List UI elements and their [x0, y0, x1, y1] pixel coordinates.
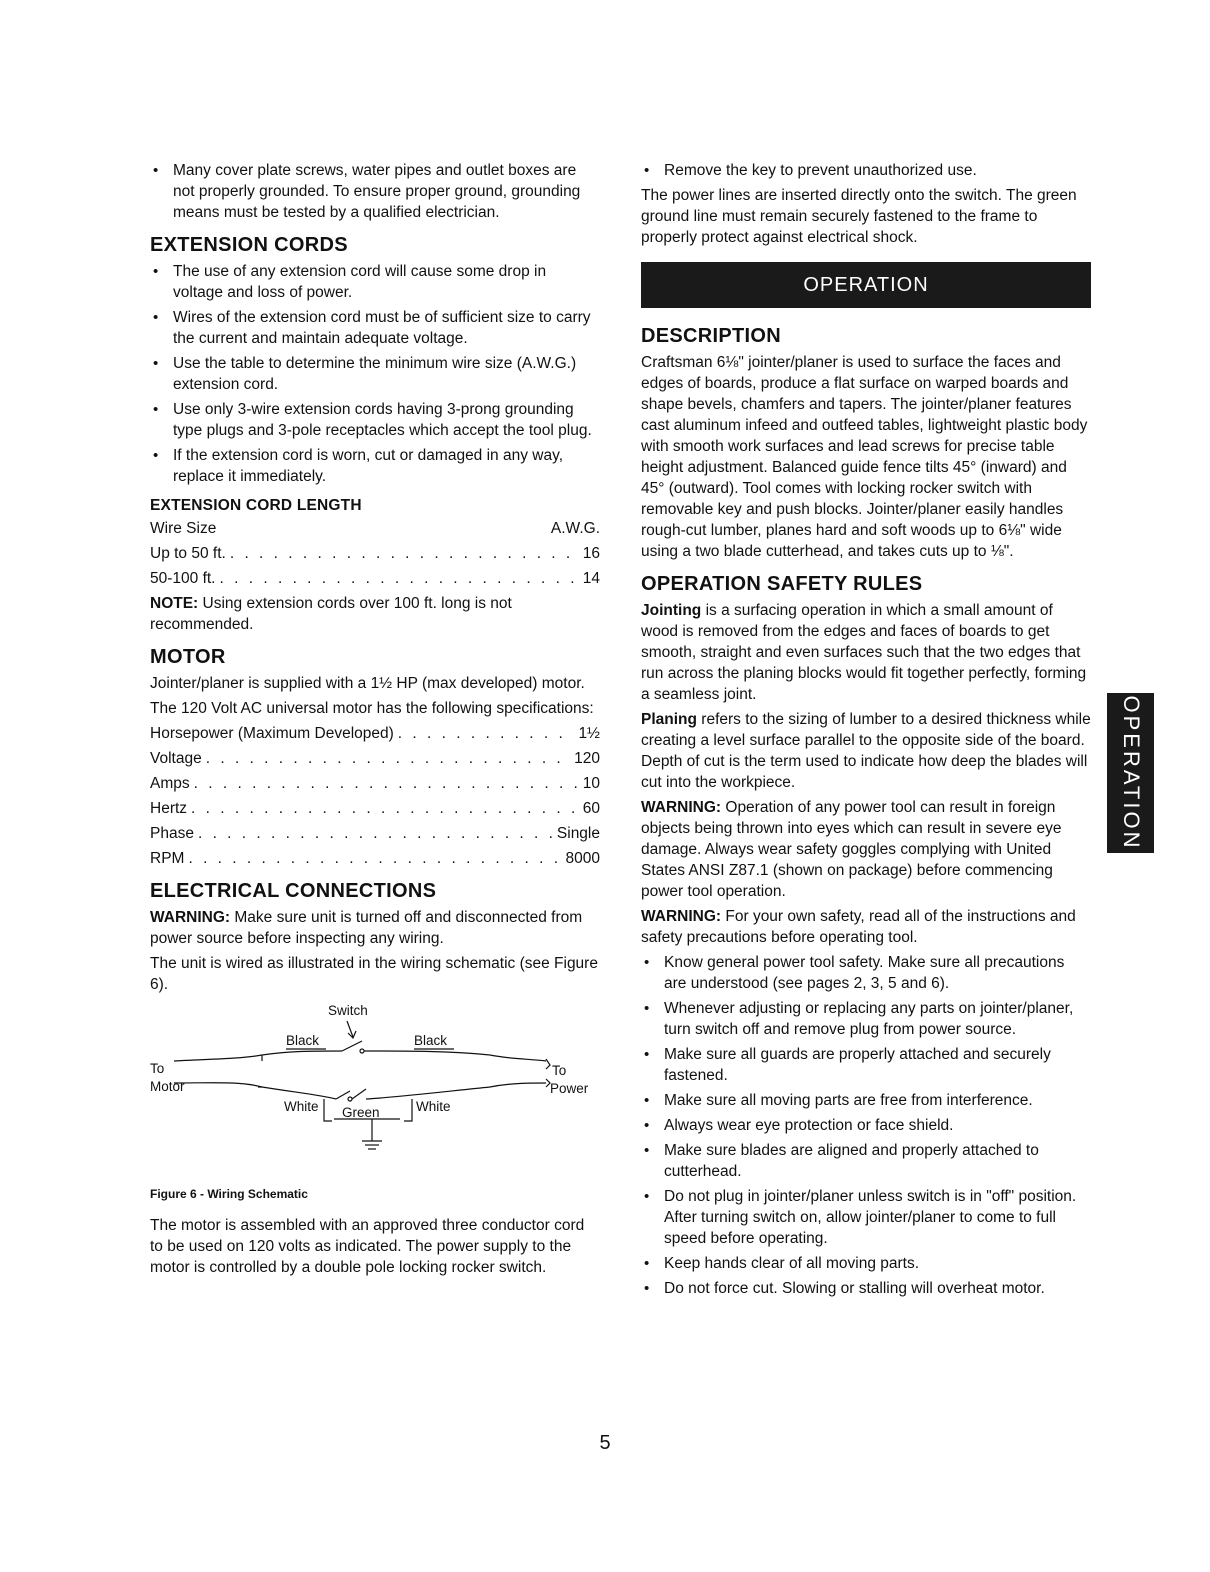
wire-size-label: Wire Size	[150, 520, 217, 537]
extension-cords-heading: EXTENSION CORDS	[150, 234, 348, 256]
jointing-paragraph: Jointing is a surfacing operation in which a small amount of wood is removed from the edges and faces of boards to get smooth, straight and even surfaces such that the two edges that run across the planing blocks would fit together perfectly, forming a seamless joint.	[641, 602, 1087, 703]
list-item: • Keep hands clear of all moving parts.	[641, 1253, 1091, 1274]
description-heading: DESCRIPTION	[641, 325, 781, 347]
awg-label: A.W.G.	[550, 520, 600, 537]
list-item: • Make sure all guards are properly attached and securely fastened.	[641, 1044, 1091, 1086]
safety-rules-heading: OPERATION SAFETY RULES	[641, 573, 923, 595]
list-item: • Use only 3-wire extension cords having 3-prong grounding type plugs and 3-pole receptacles which accept the tool plug.	[150, 399, 600, 441]
list-item: • Wires of the extension cord must be of sufficient size to carry the current and maintain adequate voltage.	[150, 307, 600, 349]
black-wire-label: Black	[414, 1033, 448, 1048]
description-paragraph: Craftsman 6⅛" jointer/planer is used to surface the faces and edges of boards, produce a flat surface on warped boards and shape bevels, chamfers and tapers. The jointer/planer features cast aluminum infeed and outfeed tables, lightweight plastic body with smooth work surfaces and lead screws for precise table height adjustment. Balanced guide fence tilts 45° (inward) and 45° (outward). Tool comes with locking rocker switch with removable key and push blocks. Jointer/planer easily handles rough-cut lumber, planes hard and soft woods up to 6⅛" wide using a two blade cutterhead, and takes cuts up to ⅛".	[641, 354, 1088, 560]
spec-row: Voltage . . . 120	[150, 748, 600, 769]
motor-heading: MOTOR	[150, 646, 226, 668]
extension-cords-list	[150, 261, 600, 487]
electrical-paragraph: The unit is wired as illustrated in the wiring schematic (see Figure 6).	[150, 955, 598, 993]
table-row: Up to 50 ft. . . . 16	[150, 543, 600, 564]
list-item: • The use of any extension cord will cause some drop in voltage and loss of power.	[150, 261, 600, 303]
note-paragraph: NOTE: Using extension cords over 100 ft. long is not recommended.	[150, 595, 512, 633]
white-wire-label: White	[416, 1099, 451, 1114]
list-item: • Always wear eye protection or face shield.	[641, 1115, 1091, 1136]
grounding-list	[150, 160, 600, 223]
to-motor-label: Motor	[150, 1079, 185, 1094]
right-column	[641, 160, 1091, 1303]
list-item: • Whenever adjusting or replacing any parts on jointer/planer, turn switch off and remove plug from power source.	[641, 998, 1091, 1040]
black-wire-label: Black	[286, 1033, 320, 1048]
side-tab-label: OPERATION	[1118, 695, 1144, 851]
list-item: • Many cover plate screws, water pipes and outlet boxes are not properly grounded. To ensure proper ground, grounding means must be tested by a qualified electrician.	[150, 160, 600, 223]
list-item: • Know general power tool safety. Make sure all precautions are understood (see pages 2, 3, 5 and 6).	[641, 952, 1091, 994]
spec-row: Amps . . . 10	[150, 773, 600, 794]
list-item: • Remove the key to prevent unauthorized use.	[641, 160, 1091, 181]
key-list	[641, 160, 1091, 181]
wiring-schematic-drawing	[150, 1003, 600, 1183]
spec-row: RPM . . . 8000	[150, 848, 600, 869]
list-item: • Use the table to determine the minimum wire size (A.W.G.) extension cord.	[150, 353, 600, 395]
safety-rules-list	[641, 952, 1091, 1299]
operation-banner: OPERATION	[641, 262, 1091, 308]
table-row: 50-100 ft. . . . 14	[150, 568, 600, 589]
list-item: • Make sure blades are aligned and properly attached to cutterhead.	[641, 1140, 1091, 1182]
section-side-tab	[1107, 693, 1154, 853]
extension-cord-length-heading: EXTENSION CORD LENGTH	[150, 497, 362, 514]
motor-paragraph: Jointer/planer is supplied with a 1½ HP (max developed) motor.	[150, 675, 585, 692]
switch-label: Switch	[328, 1003, 368, 1018]
wiring-schematic	[150, 1003, 600, 1183]
motor-cord-paragraph: The motor is assembled with an approved three conductor cord to be used on 120 volts as indicated. The power supply to the motor is controlled by a double pole locking rocker switch.	[150, 1217, 585, 1276]
list-item: • If the extension cord is worn, cut or damaged in any way, replace it immediately.	[150, 445, 600, 487]
spec-row: Hertz . . . 60	[150, 798, 600, 819]
spec-row: Phase . . . Single	[150, 823, 600, 844]
left-column	[150, 160, 600, 1278]
to-power-label: Power	[550, 1081, 589, 1096]
list-item: • Do not force cut. Slowing or stalling will overheat motor.	[641, 1278, 1091, 1299]
power-lines-paragraph: The power lines are inserted directly onto the switch. The green ground line must remain securely fastened to the frame to properly protect against electrical shock.	[641, 187, 1077, 246]
page-number: 5	[599, 1432, 611, 1454]
spec-row: Horsepower (Maximum Developed) . . . 1½	[150, 723, 600, 744]
electrical-connections-heading: ELECTRICAL CONNECTIONS	[150, 880, 437, 902]
motor-spec-intro: The 120 Volt AC universal motor has the following specifications:	[150, 700, 594, 717]
to-power-label: To	[552, 1063, 567, 1078]
figure-caption: Figure 6 - Wiring Schematic	[150, 1187, 308, 1201]
white-wire-label: White	[284, 1099, 319, 1114]
green-wire-label: Green	[342, 1105, 380, 1120]
to-motor-label: To	[150, 1061, 165, 1076]
electrical-warning: WARNING: Make sure unit is turned off and disconnected from power source before inspecting any wiring.	[150, 909, 583, 947]
eye-warning-paragraph: WARNING: Operation of any power tool can result in foreign objects being thrown into eyes which can result in severe eye damage. Always wear safety goggles complying with United States ANSI Z87.1 (shown on package) before commencing power tool operation.	[641, 799, 1062, 900]
safety-warning-paragraph: WARNING: For your own safety, read all of the instructions and safety precautions before operating tool.	[641, 908, 1076, 946]
planing-paragraph: Planing refers to the sizing of lumber to a desired thickness while creating a level surface parallel to the opposite side of the board. Depth of cut is the term used to indicate how deep the blades will cut into the workpiece.	[641, 711, 1091, 791]
list-item: • Do not plug in jointer/planer unless switch is in "off" position. After turning switch on, allow jointer/planer to come to full speed before operating.	[641, 1186, 1091, 1249]
list-item: • Make sure all moving parts are free from interference.	[641, 1090, 1091, 1111]
cord-table-header	[150, 518, 600, 539]
